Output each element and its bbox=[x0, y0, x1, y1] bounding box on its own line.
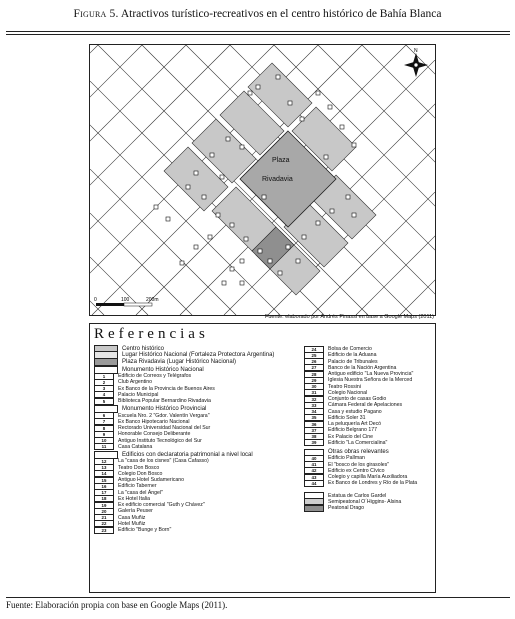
marker-number: 32 bbox=[304, 396, 324, 403]
reference-label: Casa Muñiz bbox=[118, 514, 146, 521]
attraction-marker bbox=[346, 195, 350, 199]
attraction-marker bbox=[194, 245, 198, 249]
reference-label: Banco de la Nación Argentina bbox=[328, 364, 397, 371]
bottom-rule bbox=[6, 597, 510, 598]
attraction-marker bbox=[286, 245, 290, 249]
marker-number: 10 bbox=[94, 437, 114, 444]
marker-number: 22 bbox=[94, 520, 114, 527]
top-rule-2 bbox=[6, 34, 510, 35]
area-item-plaza: Plaza Rivadavia (Lugar Histórico Nacional) bbox=[94, 359, 304, 365]
marker-number: 2 bbox=[94, 379, 114, 386]
extra-item-peatonal: Peatonal Drago bbox=[304, 505, 432, 511]
reference-label: Ex Banco de la Provincia de Buenos Aires bbox=[118, 385, 215, 392]
attraction-marker bbox=[316, 91, 320, 95]
top-rule-1 bbox=[6, 31, 510, 32]
reference-label: Edificio Soler 31 bbox=[328, 414, 366, 421]
scale-label-100: 100 bbox=[121, 297, 130, 303]
otras-item bbox=[304, 480, 432, 486]
group-provincial-title: Monumento Histórico Provincial bbox=[94, 406, 304, 412]
attraction-marker bbox=[154, 205, 158, 209]
map-frame bbox=[89, 44, 436, 316]
marker-number: 14 bbox=[94, 470, 114, 477]
attraction-marker bbox=[186, 185, 190, 189]
marker-number: 31 bbox=[304, 389, 324, 396]
reference-label: Club Argentino bbox=[118, 379, 153, 386]
area-item-lugar: Lugar Histórico Nacional (Fortaleza Protectora Argentina) bbox=[94, 352, 304, 358]
marker-number: 6 bbox=[94, 412, 114, 419]
marker-number: 40 bbox=[304, 455, 324, 462]
attraction-marker bbox=[258, 249, 262, 253]
attraction-marker bbox=[230, 267, 234, 271]
scale-bar bbox=[94, 297, 159, 306]
attraction-marker bbox=[352, 143, 356, 147]
attraction-marker bbox=[166, 217, 170, 221]
attraction-marker bbox=[300, 117, 304, 121]
reference-label: La peluquería Art Decó bbox=[328, 421, 382, 427]
references-heading: Referencias bbox=[94, 326, 209, 342]
marker-number: 8 bbox=[94, 425, 114, 432]
reference-label: Rectorado Universidad Nacional del Sur bbox=[118, 425, 211, 431]
marker-number: 27 bbox=[304, 364, 324, 371]
area-item-centro: Centro histórico bbox=[94, 346, 304, 352]
reference-label: Edificio Taberner bbox=[118, 483, 157, 490]
reference-label: Palacio de Tribunales bbox=[328, 358, 378, 365]
attraction-marker bbox=[276, 75, 280, 79]
reference-label: Ex Banco de Londres y Río de la Plata bbox=[328, 480, 418, 487]
reference-label: Teatro Rossini bbox=[328, 383, 361, 390]
nacional-item bbox=[94, 398, 304, 404]
street-line bbox=[362, 45, 435, 315]
reference-label: Hotel Muñiz bbox=[118, 520, 146, 527]
reference-label: Edificio "Bunge y Born" bbox=[118, 527, 172, 533]
reference-label: Teatro Don Bosco bbox=[118, 464, 160, 471]
group-nacional-title: Monumento Histórico Nacional bbox=[94, 367, 304, 373]
marker-number: 29 bbox=[304, 377, 324, 384]
marker-number: 12 bbox=[94, 458, 114, 465]
reference-label: Colegio Don Bosco bbox=[118, 470, 163, 477]
figure-title-text: Atractivos turístico-recreativos en el centro histórico de Bahía Blanca bbox=[120, 8, 442, 20]
attraction-marker bbox=[194, 171, 198, 175]
marker-number: 41 bbox=[304, 461, 324, 468]
marker-number: 23 bbox=[94, 527, 114, 534]
scale-label-200: 200m bbox=[146, 297, 159, 303]
marker-number: 35 bbox=[304, 414, 324, 421]
marker-number: 16 bbox=[94, 483, 114, 490]
street-line bbox=[406, 45, 435, 315]
reference-label: Biblioteca Popular Bernardino Rivadavia bbox=[118, 398, 211, 404]
marker-number: 3 bbox=[94, 385, 114, 392]
marker-number: 13 bbox=[94, 464, 114, 471]
reference-label: Antiguo Hotel Sudamericano bbox=[118, 477, 185, 483]
group-patrimonial-title: Edificios con declaratoria patrimonial a nivel local bbox=[94, 452, 304, 458]
marker-number: 24 bbox=[304, 346, 324, 353]
attraction-marker bbox=[202, 195, 206, 199]
marker-number: 39 bbox=[304, 439, 324, 446]
extra-item-gardel: Estatua de Carlos Gardel bbox=[304, 493, 432, 499]
references-panel bbox=[89, 323, 436, 593]
attraction-marker bbox=[180, 261, 184, 265]
marker-number: 26 bbox=[304, 358, 324, 365]
group-otras-title: Otras obras relevantes bbox=[304, 449, 432, 455]
marker-number: 28 bbox=[304, 371, 324, 378]
attraction-marker bbox=[226, 137, 230, 141]
reference-label: La "casa de los cisnes" (Casa Cafasso) bbox=[118, 458, 209, 465]
reference-label: Colegio y capilla María Auxiliadora bbox=[328, 474, 408, 480]
north-arrow-icon bbox=[404, 53, 428, 77]
attraction-marker bbox=[316, 221, 320, 225]
attraction-marker bbox=[216, 213, 220, 217]
marker-number: 15 bbox=[94, 477, 114, 484]
attraction-marker bbox=[340, 125, 344, 129]
street-line bbox=[90, 45, 186, 315]
plaza-label-1: Plaza bbox=[272, 157, 290, 164]
reference-label: Escuela Nro. 2 "Gdor. Valentín Vergara" bbox=[118, 412, 210, 419]
attraction-marker bbox=[248, 91, 252, 95]
area-swatch bbox=[94, 358, 118, 366]
street-line bbox=[90, 45, 98, 315]
attraction-marker bbox=[324, 155, 328, 159]
group-provincial-items bbox=[94, 413, 304, 451]
map-source: Fuente: elaborado por Andrés Pinassi en base a Google Maps (2011) bbox=[265, 314, 434, 320]
attraction-marker bbox=[240, 281, 244, 285]
marker-number: 43 bbox=[304, 474, 324, 481]
attraction-marker bbox=[256, 85, 260, 89]
attraction-marker bbox=[210, 153, 214, 157]
attraction-marker bbox=[330, 209, 334, 213]
reference-label: Edificio ex Centro Cívico bbox=[328, 467, 385, 474]
reference-label: Edificio de Correos y Telégrafos bbox=[118, 373, 192, 379]
attraction-marker bbox=[278, 271, 282, 275]
marker-number: 7 bbox=[94, 418, 114, 425]
footer-source: Fuente: Elaboración propia con base en Google Maps (2011). bbox=[6, 600, 228, 610]
reference-label: Ex Hotel Italia bbox=[118, 495, 151, 502]
reference-label: Colegio Nacional bbox=[328, 389, 368, 396]
reference-label: Casa Catalana bbox=[118, 443, 153, 450]
figure-title bbox=[0, 8, 515, 20]
map-svg bbox=[90, 45, 435, 315]
attraction-marker bbox=[288, 101, 292, 105]
marker-number: 37 bbox=[304, 427, 324, 434]
reference-label: Honorable Consejo Deliberante bbox=[118, 431, 191, 438]
marker-number: 36 bbox=[304, 421, 324, 428]
group-right-items bbox=[304, 346, 432, 446]
reference-label: Edificio de la Aduana bbox=[328, 352, 377, 359]
attraction-marker bbox=[240, 259, 244, 263]
reference-label: Palacio Municipal bbox=[118, 391, 159, 398]
scale-label-0: 0 bbox=[94, 297, 97, 303]
reference-label: Conjunto de casas Godio bbox=[328, 396, 387, 402]
figure-label: Figura 5. bbox=[73, 8, 119, 20]
reference-label: Cámara Federal de Apelaciones bbox=[328, 402, 403, 409]
group-otras-items bbox=[304, 455, 432, 486]
right-item bbox=[304, 440, 432, 446]
attraction-marker bbox=[328, 105, 332, 109]
marker-number: 21 bbox=[94, 514, 114, 521]
marker-number: 11 bbox=[94, 443, 114, 450]
patrimonial-item bbox=[94, 527, 304, 533]
reference-label: Ex Banco Hipotecario Nacional bbox=[118, 418, 190, 425]
plaza-label-2: Rivadavia bbox=[262, 176, 293, 183]
attraction-marker bbox=[262, 195, 266, 199]
references-left-column bbox=[94, 346, 304, 533]
reference-label: Iglesia Nuestra Señora de la Merced bbox=[328, 377, 413, 384]
reference-label: Bolsa de Comercio bbox=[328, 346, 372, 352]
reference-label: Edificio Pallman bbox=[328, 455, 365, 462]
reference-label: Edificio Belgrano 177 bbox=[328, 427, 378, 434]
north-label: N bbox=[414, 48, 418, 54]
extra-item-semipeatonal: Semipeatonal O´Higgins- Alsina bbox=[304, 499, 432, 505]
marker-number: 5 bbox=[94, 398, 114, 405]
marker-number: 25 bbox=[304, 352, 324, 359]
marker-number: 34 bbox=[304, 408, 324, 415]
marker-number: 9 bbox=[94, 431, 114, 438]
street-line bbox=[400, 45, 435, 315]
group-patrimonial-items bbox=[94, 458, 304, 533]
marker-number: 19 bbox=[94, 502, 114, 509]
attraction-marker bbox=[208, 235, 212, 239]
marker-number: 33 bbox=[304, 402, 324, 409]
attraction-marker bbox=[230, 223, 234, 227]
attraction-marker bbox=[240, 145, 244, 149]
reference-label: Antiguo Instituto Tecnológico del Sur bbox=[118, 437, 202, 444]
marker-number: 4 bbox=[94, 391, 114, 398]
provincial-item bbox=[94, 444, 304, 450]
reference-label: La "casa del Ángel" bbox=[118, 489, 163, 496]
reference-label: Galería Peuser bbox=[118, 508, 153, 515]
attraction-marker bbox=[220, 175, 224, 179]
reference-label: Edificio "La Comercialina" bbox=[328, 439, 388, 446]
reference-label: Ex Palacio del Cine bbox=[328, 433, 373, 440]
attraction-marker bbox=[244, 237, 248, 241]
marker-number: 44 bbox=[304, 480, 324, 487]
marker-number: 38 bbox=[304, 433, 324, 440]
references-right-column bbox=[304, 346, 432, 511]
street-line bbox=[90, 45, 142, 315]
attraction-marker bbox=[268, 259, 272, 263]
marker-number: 1 bbox=[94, 373, 114, 380]
marker-number: 20 bbox=[94, 508, 114, 515]
peatonal-swatch bbox=[304, 505, 324, 512]
group-nacional-items bbox=[94, 373, 304, 404]
marker-number: 42 bbox=[304, 467, 324, 474]
reference-label: Antiguo edificio "La Nueva Provincia" bbox=[328, 371, 414, 377]
attraction-marker bbox=[352, 213, 356, 217]
marker-number: 30 bbox=[304, 383, 324, 390]
attraction-marker bbox=[296, 259, 300, 263]
marker-number: 17 bbox=[94, 489, 114, 496]
reference-label: Ex edificio comercial "Guth y Chávez" bbox=[118, 502, 205, 508]
attraction-marker bbox=[302, 235, 306, 239]
reference-label: El "bosco de los girasoles" bbox=[328, 461, 390, 468]
street-line bbox=[356, 45, 435, 315]
attraction-marker bbox=[222, 281, 226, 285]
marker-number: 18 bbox=[94, 495, 114, 502]
reference-label: Casa y estudio Pagano bbox=[328, 408, 382, 415]
